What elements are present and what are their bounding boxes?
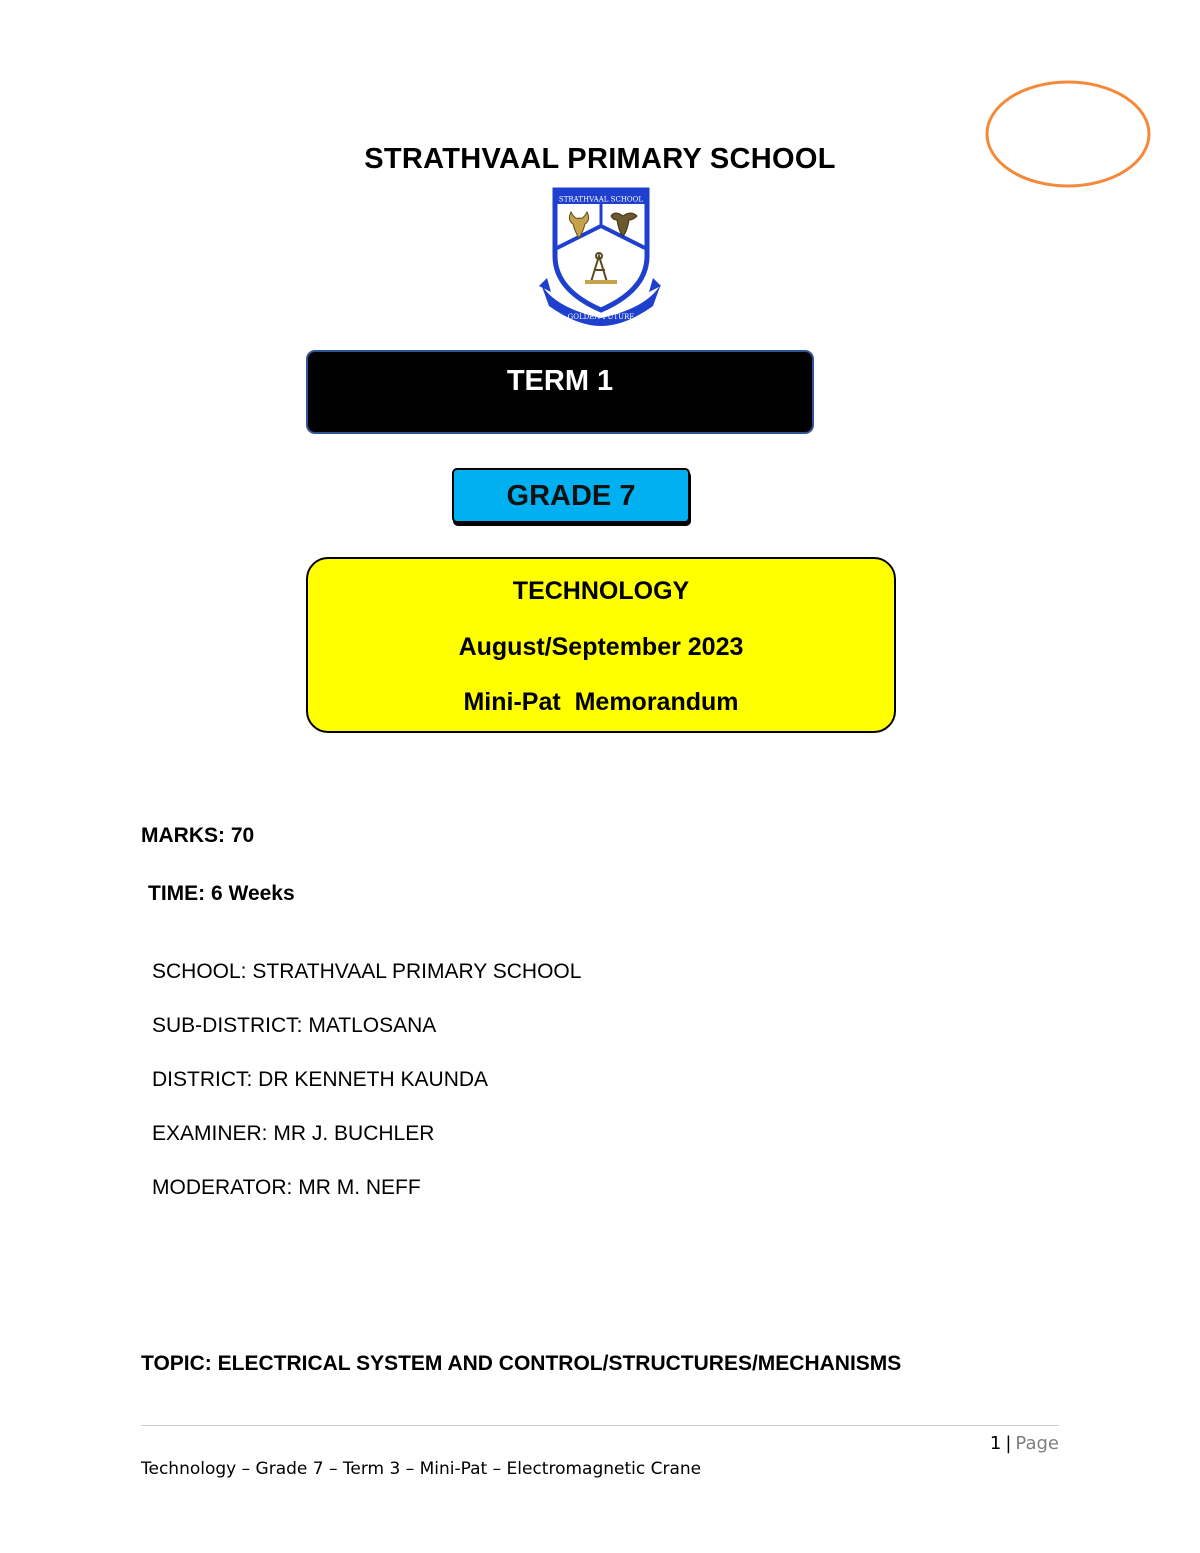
page-number-value: 1 [989,1433,1002,1454]
time-info: TIME: 6 Weeks [148,882,295,905]
term-label: TERM 1 [506,365,614,397]
school-detail: SCHOOL: STRATHVAAL PRIMARY SCHOOL [152,960,582,983]
school-title: STRATHVAAL PRIMARY SCHOOL [364,143,836,175]
subject-banner [306,557,896,733]
school-crest-logo [535,186,665,328]
subject-label: TECHNOLOGY [512,577,690,605]
page-separator: | [1005,1433,1012,1454]
moderator-detail: MODERATOR: MR M. NEFF [152,1176,421,1199]
examiner-detail: EXAMINER: MR J. BUCHLER [152,1122,435,1145]
marks-info: MARKS: 70 [141,824,255,847]
marks-oval [984,78,1152,190]
page-number [990,1433,1059,1454]
footer-text: Technology – Grade 7 – Term 3 – Mini-Pat – Electromagnetic Crane [141,1459,702,1479]
term-banner [306,350,814,434]
sub-district-detail: SUB-DISTRICT: MATLOSANA [152,1014,437,1037]
footer-divider [141,1425,1059,1426]
grade-banner [452,468,690,523]
svg-text:STRATHVAAL SCHOOL: STRATHVAAL SCHOOL [558,195,644,204]
grade-label: GRADE 7 [506,480,636,512]
svg-text:GOLDEN FUTURE: GOLDEN FUTURE [567,313,635,321]
topic-line: TOPIC: ELECTRICAL SYSTEM AND CONTROL/STRUCTURES/MECHANISMS [141,1352,902,1375]
date-label: August/September 2023 [458,633,744,661]
district-detail: DISTRICT: DR KENNETH KAUNDA [152,1068,489,1091]
document-type-label: Mini-Pat Memorandum [463,688,739,716]
page-label: Page [1015,1433,1059,1454]
